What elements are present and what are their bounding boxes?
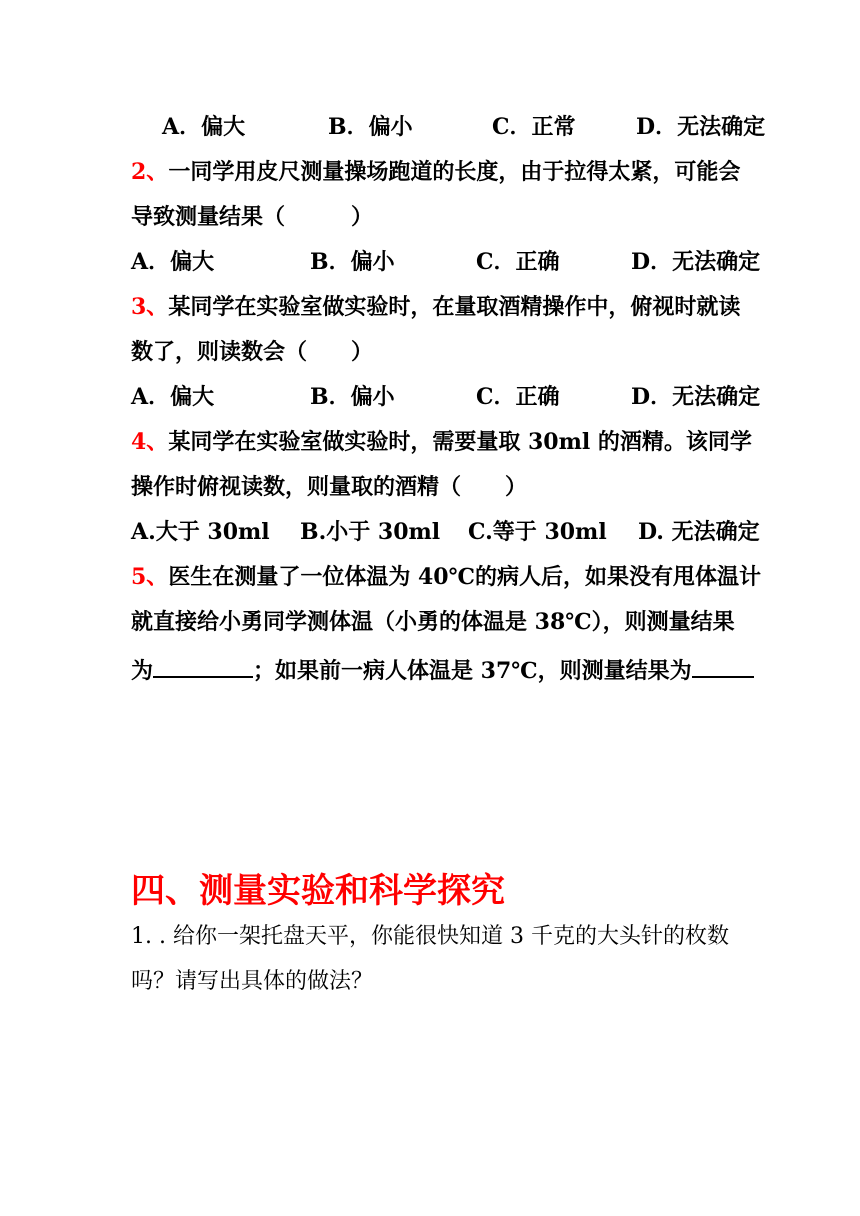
q2-option-b: B．偏小 (310, 249, 395, 275)
q5-line3 (131, 652, 768, 686)
q3-line1 (131, 292, 768, 322)
q2-text-1: 一同学用皮尺测量操场跑道的长度，由于拉得太紧，可能会 (168, 159, 741, 185)
q3-number: 3、 (131, 294, 169, 320)
q1-option-a: A．偏大 (162, 114, 246, 140)
q5-text-3a: 为 (131, 658, 154, 684)
section-q1-line2: 吗？请写出具体的做法？ (131, 969, 374, 994)
q1-option-d: D．无法确定 (636, 114, 766, 140)
q4-text-1: 某同学在实验室做实验时，需要量取 30ml 的酒精。该同学 (168, 429, 752, 455)
q4-option-b: B.小于 30ml (300, 519, 441, 545)
q2-option-a: A．偏大 (131, 249, 215, 275)
q5-answer-blank-2[interactable] (692, 652, 754, 678)
q2-line2: 导致测量结果（ ） (131, 204, 374, 230)
q2-option-c: C．正确 (476, 249, 560, 275)
q5-text-3b: ；如果前一病人体温是 37℃，则测量结果为 (253, 658, 692, 684)
q1-option-b: B．偏小 (328, 114, 413, 140)
q3-text-1: 某同学在实验室做实验时，在量取酒精操作中，俯视时就读 (168, 294, 741, 320)
q4-line1 (131, 427, 768, 457)
q3-option-a: A．偏大 (131, 384, 215, 410)
q2-number: 2、 (131, 159, 169, 185)
q5-answer-blank-1[interactable] (153, 652, 253, 678)
q5-line2: 就直接给小勇同学测体温（小勇的体温是 38℃），则测量结果 (131, 609, 735, 635)
q4-line2: 操作时俯视读数，则量取的酒精（ ） (131, 474, 528, 500)
q3-line2: 数了，则读数会（ ） (131, 339, 374, 365)
q3-option-b: B．偏小 (310, 384, 395, 410)
section-title: 四、测量实验和科学探究 (131, 871, 505, 911)
q4-option-a: A.大于 30ml (131, 519, 270, 545)
q2-option-d: D．无法确定 (631, 249, 761, 275)
q4-option-c: C.等于 30ml (468, 519, 607, 545)
section-q1-line1: 1. . 给你一架托盘天平，你能很快知道 3 千克的大头针的枚数 (131, 924, 729, 949)
q5-line1 (131, 562, 768, 592)
q5-text-1: 医生在测量了一位体温为 40℃的病人后，如果没有甩体温计 (168, 564, 761, 590)
q1-option-c: C．正常 (492, 114, 576, 140)
q4-option-d: D. 无法确定 (638, 519, 760, 545)
q3-option-c: C．正确 (476, 384, 560, 410)
q2-line1 (131, 157, 768, 187)
q4-number: 4、 (131, 429, 169, 455)
q3-option-d: D．无法确定 (631, 384, 761, 410)
q5-number: 5、 (131, 564, 169, 590)
